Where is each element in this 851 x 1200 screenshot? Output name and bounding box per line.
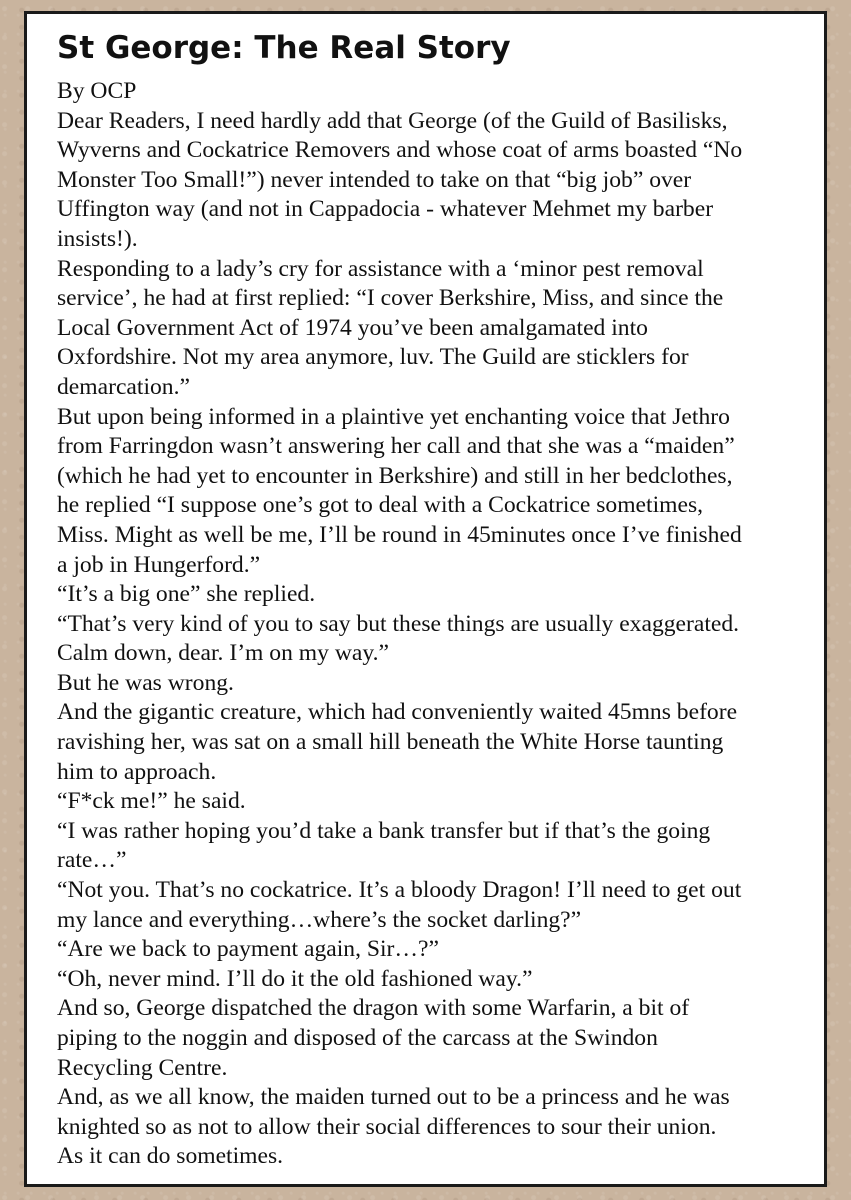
text-line: him to approach. (57, 758, 217, 785)
text-line: rate…” (57, 847, 127, 874)
text-line: And the gigantic creature, which had conveniently waited 45mns before (57, 699, 738, 726)
text-line: piping to the noggin and disposed of the carcass at the Swindon (57, 1025, 658, 1051)
text-line: “Are we back to payment again, Sir…?” (57, 936, 439, 963)
text-line: Dear Readers, I need hardly add that George (of the Guild of Basilisks, (57, 107, 728, 134)
article-body (57, 77, 817, 1172)
article-page (24, 11, 827, 1187)
text-line: (which he had yet to encounter in Berkshire) and still in her bedclothes, (57, 462, 733, 489)
text-line: Miss. Might as well be me, I’ll be round in 45minutes once I’ve finished (57, 521, 742, 548)
text-line: Monster Too Small!”) never intended to take on that “big job” over (57, 166, 692, 193)
text-line: “I was rather hoping you’d take a bank transfer but if that’s the going (57, 817, 711, 844)
text-line: Wyverns and Cockatrice Removers and whose coat of arms boasted “No (57, 137, 743, 164)
text-line: demarcation.” (57, 373, 190, 400)
text-line: he replied “I suppose one’s got to deal with a Cockatrice sometimes, (57, 492, 704, 519)
text-line: “Not you. That’s no cockatrice. It’s a bloody Dragon! I’ll need to get out (57, 877, 742, 904)
article-title: St George: The Real Story (57, 30, 511, 66)
text-line: And so, George dispatched the dragon with some Warfarin, a bit of (57, 995, 690, 1022)
text-line: insists!). (57, 225, 138, 252)
text-line: Uffington way (and not in Cappadocia - whatever Mehmet my barber (57, 196, 714, 223)
text-line: service’, he had at first replied: “I cover Berkshire, Miss, and since the (57, 285, 724, 312)
text-line: “F*ck me!” he said. (57, 788, 246, 815)
text-line: And, as we all know, the maiden turned out to be a princess and he was (57, 1084, 730, 1111)
text-line: Recycling Centre. (57, 1054, 228, 1081)
text-line: “That’s very kind of you to say but these things are usually exaggerated. (57, 610, 740, 637)
text-line: ravishing her, was sat on a small hill beneath the White Horse taunting (57, 729, 724, 756)
text-line: Responding to a lady’s cry for assistance with a ‘minor pest removal (57, 255, 704, 282)
text-line: knighted so as not to allow their social differences to sour their union. (57, 1113, 717, 1140)
text-line: As it can do sometimes. (57, 1143, 284, 1170)
text-line: “Oh, never mind. I’ll do it the old fashioned way.” (57, 965, 533, 992)
text-line: But he was wrong. (57, 669, 234, 696)
text-line: Local Government Act of 1974 you’ve been amalgamated into (57, 314, 648, 341)
byline: By OCP (57, 78, 137, 104)
text-line: Calm down, dear. I’m on my way.” (57, 640, 389, 667)
text-line: “It’s a big one” she replied. (57, 581, 316, 608)
text-line: my lance and everything…where’s the socket darling?” (57, 906, 582, 933)
text-line: from Farringdon wasn’t answering her call and that she was a “maiden” (57, 433, 735, 460)
text-line: a job in Hungerford.” (57, 551, 261, 578)
text-line: But upon being informed in a plaintive yet enchanting voice that Jethro (57, 403, 730, 430)
text-line: Oxfordshire. Not my area anymore, luv. The Guild are sticklers for (57, 344, 689, 371)
